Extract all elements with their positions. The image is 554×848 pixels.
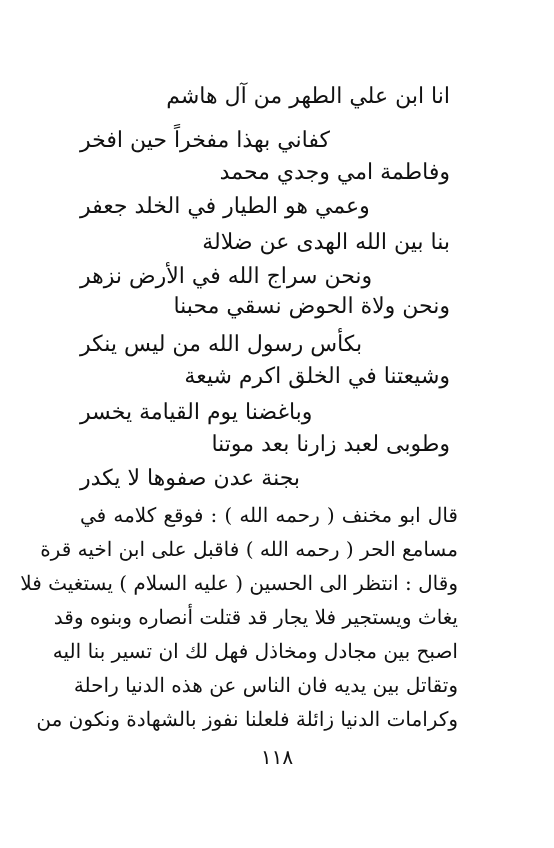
poem-line: بنا بين الله الهدى عن ضلالة [202, 230, 450, 255]
prose-line: وتقاتل بين يديه فان الناس عن هذه الدنيا راحلة [73, 673, 458, 697]
poem-line: ونحن سراج الله في الأرض نزهر [80, 264, 373, 289]
poem-line: وباغضنا يوم القيامة يخسر [80, 400, 313, 425]
prose-line: وقال : انتظر الى الحسين ( عليه السلام ) يستغيث فلا [20, 571, 458, 595]
prose-line: وكرامات الدنيا زائلة فلعلنا نفوز بالشهادة ونكون من [36, 707, 458, 731]
poem-line: وعمي هو الطيار في الخلد جعفر [80, 194, 370, 219]
poem-line: بكأس رسول الله من ليس ينكر [80, 332, 363, 357]
poem-line: انا ابن علي الطهر من آل هاشم [166, 84, 450, 109]
poem-line: ونحن ولاة الحوض نسقي محبنا [173, 294, 450, 319]
poem-line: وفاطمة امي وجدي محمد [219, 160, 450, 185]
prose-line: مسامع الحر ( رحمه الله ) فاقبل على ابن اخيه قرة [40, 537, 458, 561]
poem-line: وشيعتنا في الخلق اكرم شيعة [184, 364, 450, 389]
prose-line: اصبح بين مجادل ومخاذل فهل لك ان تسير بنا اليه [52, 639, 458, 663]
prose-line: يغاث ويستجير فلا يجار قد قتلت أنصاره وبنوه وقد [53, 605, 458, 629]
page-number: ١١٨ [260, 745, 294, 769]
prose-line: قال ابو مخنف ( رحمه الله ) : فوقع كلامه في [80, 503, 458, 527]
poem-line: وطوبى لعبد زارنا بعد موتنا [211, 432, 450, 457]
poem-line: بجنة عدن صفوها لا يكدر [80, 466, 301, 491]
poem-line: كفاني بهذا مفخراً حين افخر [80, 128, 330, 153]
